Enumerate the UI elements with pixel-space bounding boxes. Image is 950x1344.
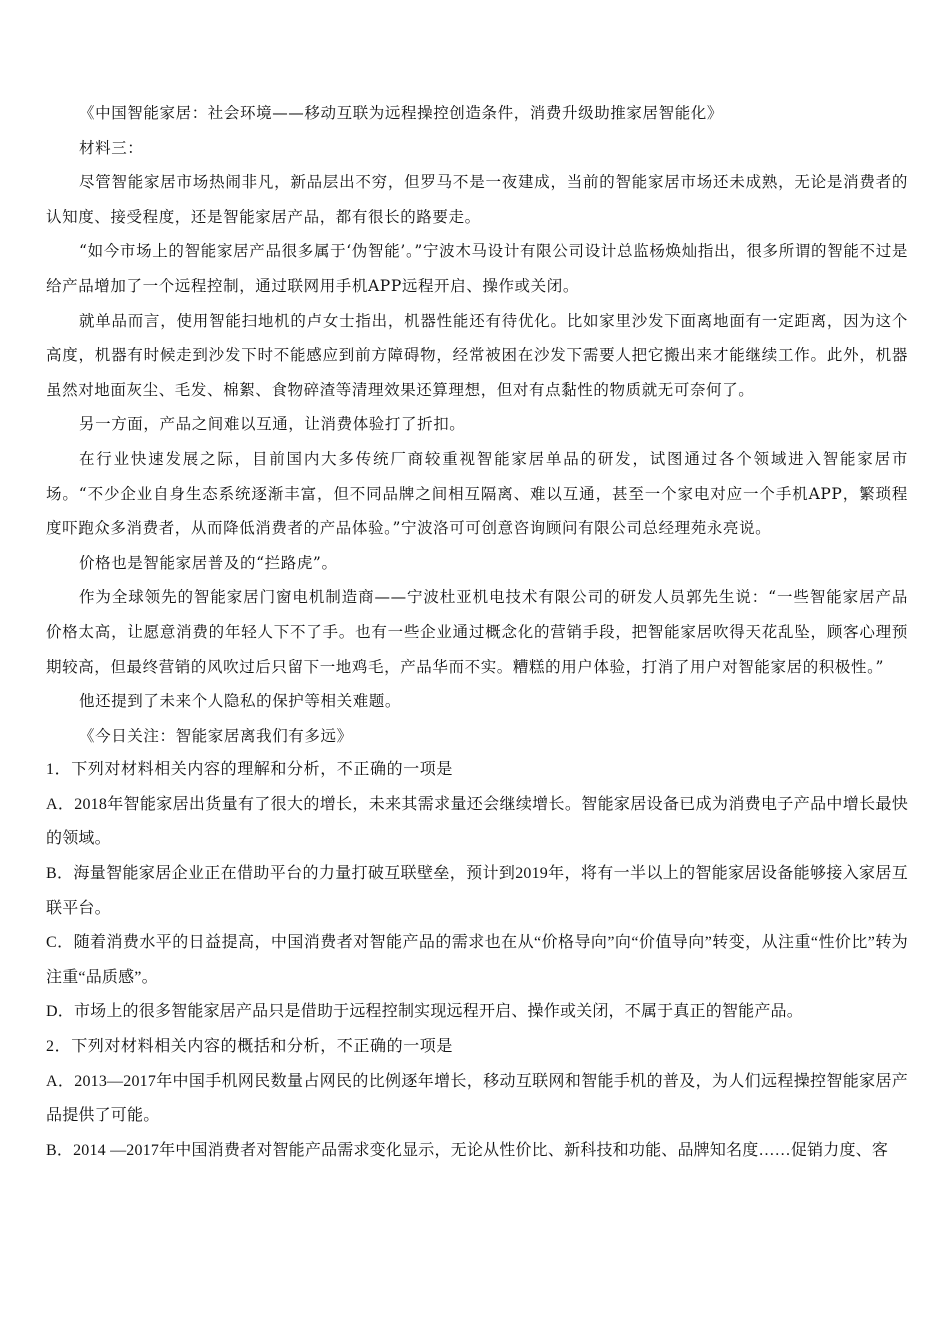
question-1-stem: 1．下列对材料相关内容的理解和分析，不正确的一项是 xyxy=(46,761,454,779)
document-page xyxy=(46,96,908,1168)
question-1-option-b: B．海量智能家居企业正在借助平台的力量打破互联壁垒，预计到2019年，将有一半以上的智能家居设备能够接入家居互联平台。 xyxy=(46,865,908,917)
paragraph: 就单品而言，使用智能扫地机的卢女士指出，机器性能还有待优化。比如家里沙发下面离地面有一定距离，因为这个高度，机器有时候走到沙发下时不能感应到前方障碍物，经常被困在沙发下需要人把它搬出来才能继续工作。此外，机器虽然对地面灰尘、毛发、棉絮、食物碎渣等清理效果还算理想，但对有点黏性的物质就无可奈何了。 xyxy=(46,311,908,399)
paragraph: 他还提到了未来个人隐私的保护等相关难题。 xyxy=(79,692,402,711)
question-2-option-a: A．2013—2017年中国手机网民数量占网民的比例逐年增长，移动互联网和智能手机的普及，为人们远程操控智能家居产品提供了可能。 xyxy=(46,1072,908,1125)
paragraph: 作为全球领先的智能家居门窗电机制造商——宁波杜亚机电技术有限公司的研发人员郭先生说：“一些智能家居产品价格太高，让愿意消费的年轻人下不了手。也有一些企业通过概念化的营销手段，把智能家居吹得天花乱坠，顾客心理预期较高，但最终营销的风吹过后只留下一地鸡毛，产品华而不实。糟糕的用户体验，打消了用户对智能家居的积极性。” xyxy=(46,588,908,676)
paragraph: 尽管智能家居市场热闹非凡，新品层出不穷，但罗马不是一夜建成，当前的智能家居市场还未成熟，无论是消费者的认知度、接受程度，还是智能家居产品，都有很长的路要走。 xyxy=(46,173,908,226)
material-heading: 材料三： xyxy=(79,138,144,157)
source-citation-prev: 《中国智能家居：社会环境——移动互联为远程操控创造条件，消费升级助推家居智能化》 xyxy=(79,104,724,122)
question-2-stem: 2．下列对材料相关内容的概括和分析，不正确的一项是 xyxy=(46,1038,454,1056)
paragraph: 另一方面，产品之间难以互通，让消费体验打了折扣。 xyxy=(79,415,466,434)
question-1-option-a: A．2018年智能家居出货量有了很大的增长，未来其需求量还会继续增长。智能家居设备已成为消费电子产品中增长最快的领域。 xyxy=(46,795,908,848)
source-citation: 《今日关注：智能家居离我们有多远》 xyxy=(79,726,353,745)
paragraph: 在行业快速发展之际，目前国内大多传统厂商较重视智能家居单品的研发，试图通过各个领域进入智能家居市场。“不少企业自身生态系统逐渐丰富，但不同品牌之间相互隔离、难以互通，甚至一个家电对应一个手机APP，繁琐程度吓跑众多消费者，从而降低消费者的产品体验。”宁波洛可可创意咨询顾问有限公司总经理苑永亮说。 xyxy=(46,449,908,538)
paragraph: “如今市场上的智能家居产品很多属于‘伪智能’。”宁波木马设计有限公司设计总监杨焕灿指出，很多所谓的智能不过是给产品增加了一个远程控制，通过联网用手机APP远程开启、操作或关闭。 xyxy=(46,242,908,295)
question-2-option-b: B．2014 —2017年中国消费者对智能产品需求变化显示，无论从性价比、新科技和功能、品牌知名度……促销力度、客 xyxy=(46,1141,889,1159)
question-1-option-c: C．随着消费水平的日益提高，中国消费者对智能产品的需求也在从“价格导向”向“价值导向”转变，从注重“性价比”转为注重“品质感”。 xyxy=(46,934,908,986)
question-1-option-d: D．市场上的很多智能家居产品只是借助于远程控制实现远程开启、操作或关闭，不属于真正的智能产品。 xyxy=(46,1003,803,1021)
paragraph: 价格也是智能家居普及的“拦路虎”。 xyxy=(79,553,338,572)
